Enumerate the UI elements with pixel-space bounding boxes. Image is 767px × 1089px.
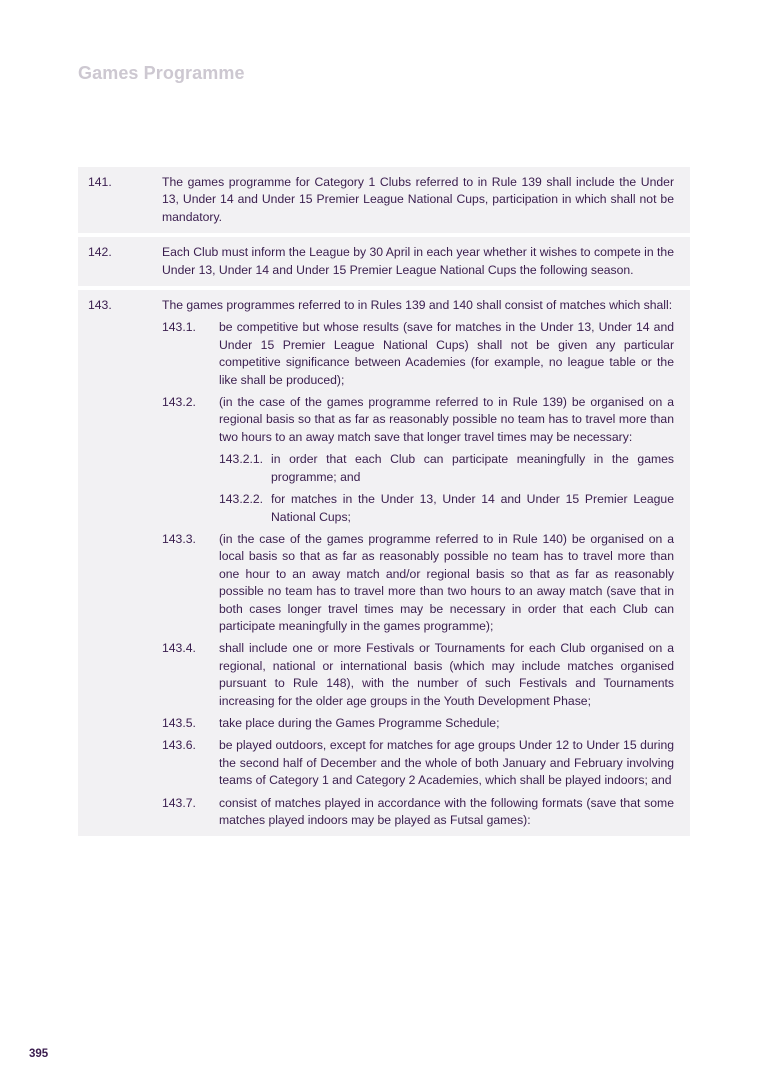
rule-text: The games programmes referred to in Rules 139 and 140 shall consist of matches which shall: [162, 298, 673, 313]
subrule-number: 143.3. [162, 531, 196, 546]
subrule-number: 143.5. [162, 715, 196, 730]
rules-list [78, 167, 690, 840]
subrule-143-6 [162, 737, 674, 789]
rule-141 [78, 167, 690, 233]
subsubrule-number: 143.2.1. [219, 452, 264, 467]
subsubrule-text: for matches in the Under 13, Under 14 and Under 15 Premier League National Cups; [271, 492, 674, 524]
subrule-number: 143.7. [162, 795, 196, 810]
subrule-143-2-1 [219, 451, 674, 486]
subrule-143-2 [162, 394, 674, 526]
subrule-text: consist of matches played in accordance with the following formats (save that some matches played indoors may be played as Futsal games): [219, 795, 674, 827]
subrule-text: be competitive but whose results (save for matches in the Under 13, Under 14 and Under 15 Premier League National Cups) shall not be given any particular competitive significance between Academies (for example, no league table or the like shall be produced); [219, 320, 674, 387]
rule-142 [78, 237, 690, 286]
subrule-143-4 [162, 640, 674, 710]
subrule-text: (in the case of the games programme referred to in Rule 139) be organised on a regional basis so that as far as reasonably possible no team has to travel more than two hours to an away match save that longer travel times may be necessary: [219, 395, 674, 444]
subrule-143-1 [162, 319, 674, 389]
subrule-number: 143.6. [162, 738, 196, 753]
subrule-text: be played outdoors, except for matches for age groups Under 12 to Under 15 during the second half of December and the whole of both January and February involving teams of Category 1 and Category 2 Academies, which shall be played indoors; and [219, 738, 674, 788]
subsubrule-number: 143.2.2. [219, 492, 264, 507]
page-number: 395 [29, 1048, 49, 1060]
rule-number: 142. [88, 245, 112, 260]
subrule-text: take place during the Games Programme Schedule; [219, 715, 500, 730]
rule-text: The games programme for Category 1 Clubs referred to in Rule 139 shall include the Under 13, Under 14 and Under 15 Premier League National Cups, participation in which shall not be mandatory. [162, 175, 674, 224]
rule-143 [78, 290, 690, 836]
subrule-text: shall include one or more Festivals or Tournaments for each Club organised on a regional, national or international basis (which may include matches organised pursuant to Rule 148), with the number of such Festivals and Tournaments increasing for the older age groups in the Youth Development Phase; [219, 641, 674, 708]
subrule-143-7 [162, 795, 674, 830]
subrule-143-3 [162, 531, 674, 635]
rule-text: Each Club must inform the League by 30 April in each year whether it wishes to compete in the Under 13, Under 14 and Under 15 Premier League National Cups the following season. [162, 245, 674, 277]
rule-number: 141. [88, 175, 112, 189]
rule-number: 143. [88, 298, 112, 313]
subrule-number: 143.2. [162, 395, 196, 410]
subrule-text: (in the case of the games programme referred to in Rule 140) be organised on a local basis so that as far as reasonably possible no team has to travel more than one hour to an away match and/or regional basis so that as far as reasonably possible no team has to travel more than two hours to an away match (save that in both cases longer travel times may be necessary in order that each Club can participate meaningfully in the games programme); [219, 531, 674, 633]
subrule-number: 143.1. [162, 320, 196, 335]
subrule-143-5 [162, 715, 674, 732]
subrule-143-2-2 [219, 491, 674, 526]
subsubrule-text: in order that each Club can participate meaningfully in the games programme; and [271, 452, 674, 484]
page-title: Games Programme [78, 63, 245, 83]
subrule-number: 143.4. [162, 641, 196, 656]
